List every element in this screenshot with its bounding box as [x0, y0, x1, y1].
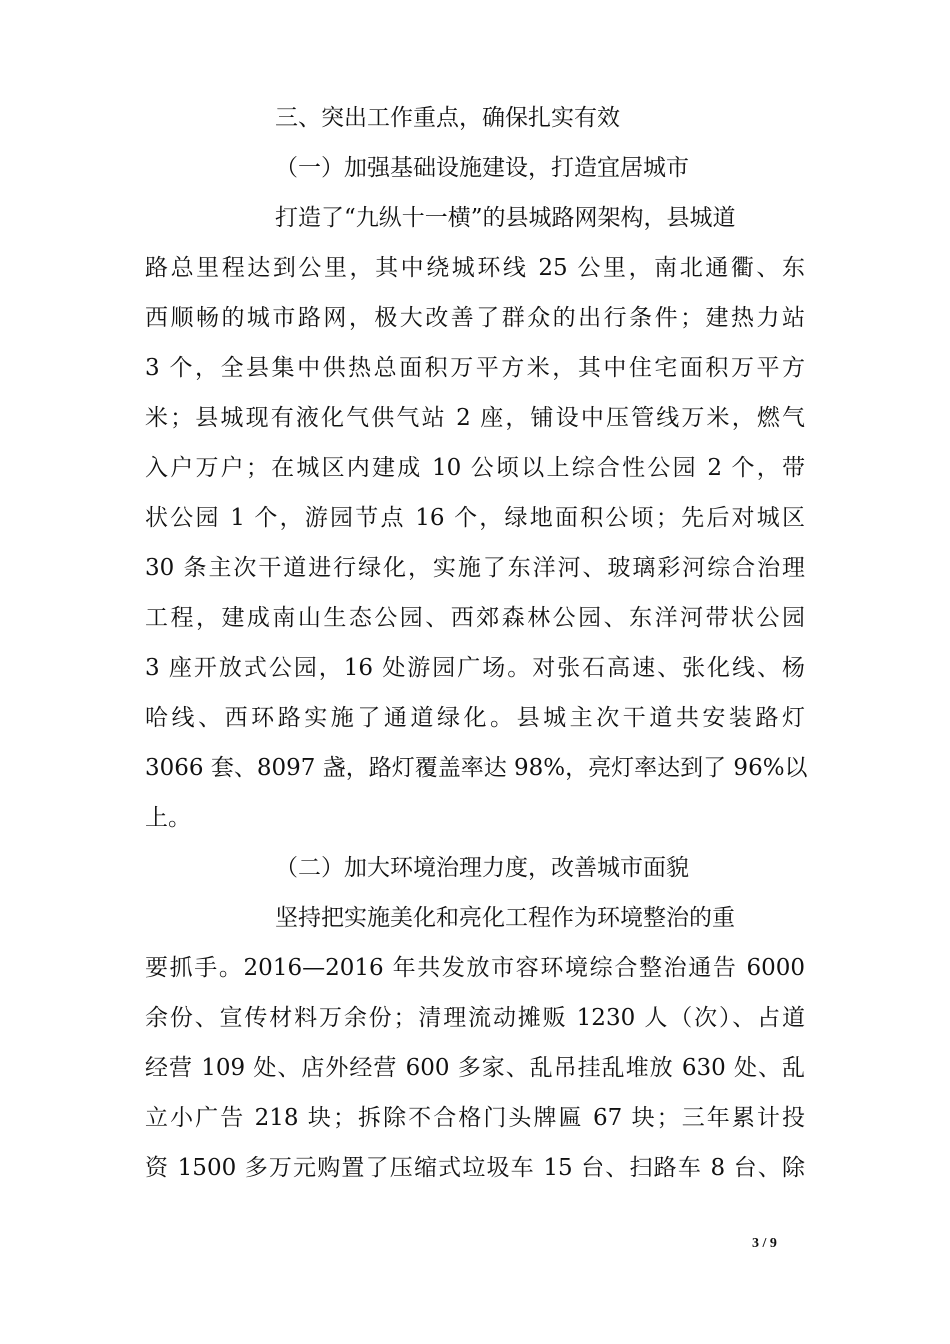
section-heading: 三、突出工作重点，确保扎实有效: [275, 105, 620, 131]
paragraph-1-line: 30 条主次干道进行绿化，实施了东洋河、玻璃彩河综合治理: [145, 555, 805, 581]
subsection-heading-1: （一）加强基础设施建设，打造宜居城市: [275, 155, 689, 181]
paragraph-1-line: 路总里程达到公里，其中绕城环线 25 公里，南北通衢、东: [145, 255, 805, 281]
paragraph-2-line: 要抓手。2016—2016 年共发放市容环境综合整治通告 6000: [145, 955, 805, 981]
paragraph-2-line: 余份、宣传材料万余份；清理流动摊贩 1230 人（次）、占道: [145, 1005, 805, 1031]
paragraph-1-first-line: 打造了“九纵十一横”的县城路网架构，县城道: [275, 205, 736, 231]
paragraph-1-line: 3066 套、8097 盏，路灯覆盖率达 98%，亮灯率达到了 96%以: [145, 755, 808, 781]
paragraph-2-line: 资 1500 多万元购置了压缩式垃圾车 15 台、扫路车 8 台、除: [145, 1155, 805, 1181]
paragraph-2-line: 经营 109 处、店外经营 600 多家、乱吊挂乱堆放 630 处、乱: [145, 1055, 805, 1081]
paragraph-1-line: 3 座开放式公园，16 处游园广场。对张石高速、张化线、杨: [145, 655, 805, 681]
page-number: 3 / 9: [752, 1236, 777, 1251]
paragraph-1-line: 米；县城现有液化气供气站 2 座，铺设中压管线万米，燃气: [145, 405, 805, 431]
subsection-heading-2: （二）加大环境治理力度，改善城市面貌: [275, 855, 689, 881]
paragraph-1-line: 3 个，全县集中供热总面积万平方米，其中住宅面积万平方: [145, 355, 805, 381]
paragraph-1-last-line: 上。: [145, 805, 191, 831]
paragraph-1-line: 入户万户；在城区内建成 10 公顷以上综合性公园 2 个，带: [145, 455, 805, 481]
paragraph-2-line: 立小广告 218 块；拆除不合格门头牌匾 67 块；三年累计投: [145, 1105, 805, 1131]
paragraph-1-line: 西顺畅的城市路网，极大改善了群众的出行条件；建热力站: [145, 305, 805, 331]
paragraph-1-line: 状公园 1 个，游园节点 16 个，绿地面积公顷；先后对城区: [145, 505, 805, 531]
paragraph-1-line: 工程，建成南山生态公园、西郊森林公园、东洋河带状公园: [145, 605, 805, 631]
paragraph-2-first-line: 坚持把实施美化和亮化工程作为环境整治的重: [275, 905, 735, 931]
paragraph-1-line: 哈线、西环路实施了通道绿化。县城主次干道共安装路灯: [145, 705, 805, 731]
